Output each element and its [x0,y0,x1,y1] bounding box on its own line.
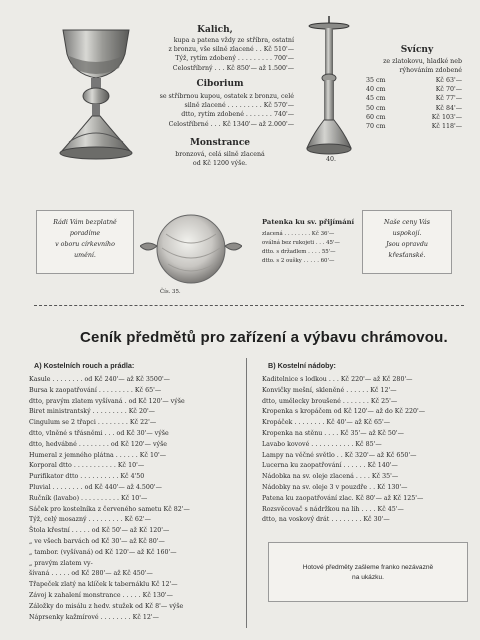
ciborium-description: se stříbrnou kupou, ostatek z bronzu, celé silně zlacené . . . . . . . . . Kč 570'— dtto, rytím zdobené . . . . . . . 740'— Celostříbrné . . . Kč 1340'— až 2.000'— [159,93,294,128]
list-item: Kaditelnice s lodkou . . . Kč 220'— až Kč 280'— [262,376,413,383]
list-item: Nádobky na sv. oleje 3 v pouzdře . . Kč 130'— [262,483,408,491]
candlestick-illustration [303,16,355,158]
list-item: Náprsenky kažmírové . . . . . . . . Kč 12'— [29,613,159,621]
list-item: Bursa k zaopatřování . . . . . . . . . Kč 65'— [29,386,162,394]
list-item: Purifikator dtto . . . . . . . . . . Kč 4'50 [29,473,145,481]
list-item: Rozsvěcovač s nádržkou na lih . . . . Kč 45'— [262,505,404,513]
list-item: Sáček pro kostelníka z červeného sametu Kč 82'— [29,505,190,513]
list-item: Konvičky mešní, skleněné . . . . . . Kč 12'— [262,386,397,394]
patenka-title: Patenka ku sv. přijímání [262,218,355,226]
figure-40-caption: 40. [326,156,337,163]
svicny-price-table: 35 cm Kč 63'— 40 cm Kč 70'— 45 cm Kč 77'— 50 cm Kč 84'— 60 cm Kč 103'— 70 cm Kč 118'— [366,77,462,131]
list-item: Cingulum se 2 třapci . . . . . . . . Kč 22'— [29,419,157,427]
kalich-title: Kalich, [197,25,233,35]
list-item: šívaná . . . . . od Kč 280'— až Kč 450'— [29,570,153,578]
patenka-prices: zlacená . . . . . . . . Kč 36'— oválná bez rukojeti . . . 45'— dtto. s držadlem . . . . 55'— dtto. s 2 oušky . . . . . 60'— [262,231,340,264]
list-item: Humeral z jemného plátna . . . . . . Kč 10'— [29,451,167,459]
section-a-heading: A) Kostelních rouch a prádla: [34,361,135,370]
monstrance-title: Monstrance [189,138,251,148]
list-item: Lavabo kovové . . . . . . . . . . . Kč 85'— [262,440,382,448]
ciborium-title: Ciborium [196,79,244,89]
prices-box: Naše ceny Vás uspokojí. Jsou opravdu křesťanské. [362,210,452,274]
list-item: „ pravým zlatem vy- [29,559,93,567]
list-item: Kasule . . . . . . . . od Kč 240'— až Kč 3500'— [29,376,170,383]
paten-illustration [140,212,242,286]
list-item: Týž, celý mosazný . . . . . . . . . Kč 62'— [29,516,151,524]
list-item: Patena ku zaopatřování zlac. Kč 80'— až Kč 125'— [262,494,424,502]
vessels-price-list [262,375,467,526]
list-item: dtto, na voskový drát . . . . . . . . Kč 30'— [262,516,390,524]
list-item: Kropáček . . . . . . . . Kč 40'— až Kč 65'— [262,419,391,427]
svicny-description: ze zlatokovu, hladké neb rýhováním zdobené [383,58,462,75]
list-item: Kropenka na stěnu . . . . Kč 35'— až Kč 50'— [262,429,404,437]
chalice-illustration [55,24,137,164]
monstrance-description: bronzová, celá silně zlacená od Kč 1200 výše. [175,151,265,168]
list-item: „ tambor. (vyšívaná) od Kč 120'— až Kč 160'— [29,548,177,556]
list-item: Pluvial . . . . . . . . od Kč 440'— až 4.500'— [29,483,162,491]
advice-box: Rádi Vám bezplatně poradíme v oboru církevního umění. [36,210,134,274]
shipping-notice-box: Hotové předměty zašleme franko nezávazně na ukázku. [268,542,468,602]
figure-35-caption: Čís. 35. [160,289,181,295]
list-item: dtto, vlněné s třásněmi . . . od Kč 30'— výše [29,429,169,437]
list-item: Štola křestní . . . . . od Kč 50'— až Kč 120'— [29,527,170,535]
list-item: Korporal dtto . . . . . . . . . . . Kč 10'— [29,462,145,470]
svicny-title: Svícny [400,45,434,55]
page-title: Ceník předmětů pro zařízení a výbavu chrámovou. [80,329,448,346]
list-item: dtto, umělecky broušené . . . . . . . Kč 25'— [262,397,398,405]
list-item: dtto, pravým zlatem vyšívaná . od Kč 120'— výše [29,397,185,405]
list-item: Kropenka s kropáčem od Kč 120'— až do Kč 220'— [262,408,426,416]
list-item: dtto, hedvábné . . . . . . . . od Kč 120'— výše [29,440,168,448]
kalich-description: kupa a patena vždy ze stříbra, ostatní z bronzu, vše silně zlacené . . Kč 510'— Týž, rytím zdobený . . . . . . . . . 700'— Celostříbrný . . . Kč 850'— až 1.500'— [168,37,294,72]
list-item: Záložky do misálu z hedv. stužek od Kč 8'— výše [29,602,184,610]
list-item: Závoj k zahalení monstrance . . . . . Kč 130'— [29,591,173,599]
list-item: Ručník (lavabo) . . . . . . . . . . Kč 10'— [29,494,148,502]
section-b-heading: B) Kostelní nádoby: [268,361,336,370]
list-item: „ ve všech barvách od Kč 30'— až Kč 80'— [29,537,165,545]
list-item: Lampy na věčné světlo . . Kč 320'— až Kč 650'— [262,451,417,459]
column-divider [246,358,247,628]
list-item: Nádobka na sv. oleje zlacená . . . . Kč 35'— [262,473,399,481]
vestments-price-list [29,375,229,623]
list-item: Biret ministrantský . . . . . . . . . Kč 20'— [29,408,155,416]
list-item: Lucerna ku zaopatřování . . . . . . Kč 140'— [262,462,398,470]
divider [34,305,464,306]
list-item: Třapeček zlatý na klíček k tabernáklu Kč 12'— [29,581,178,589]
